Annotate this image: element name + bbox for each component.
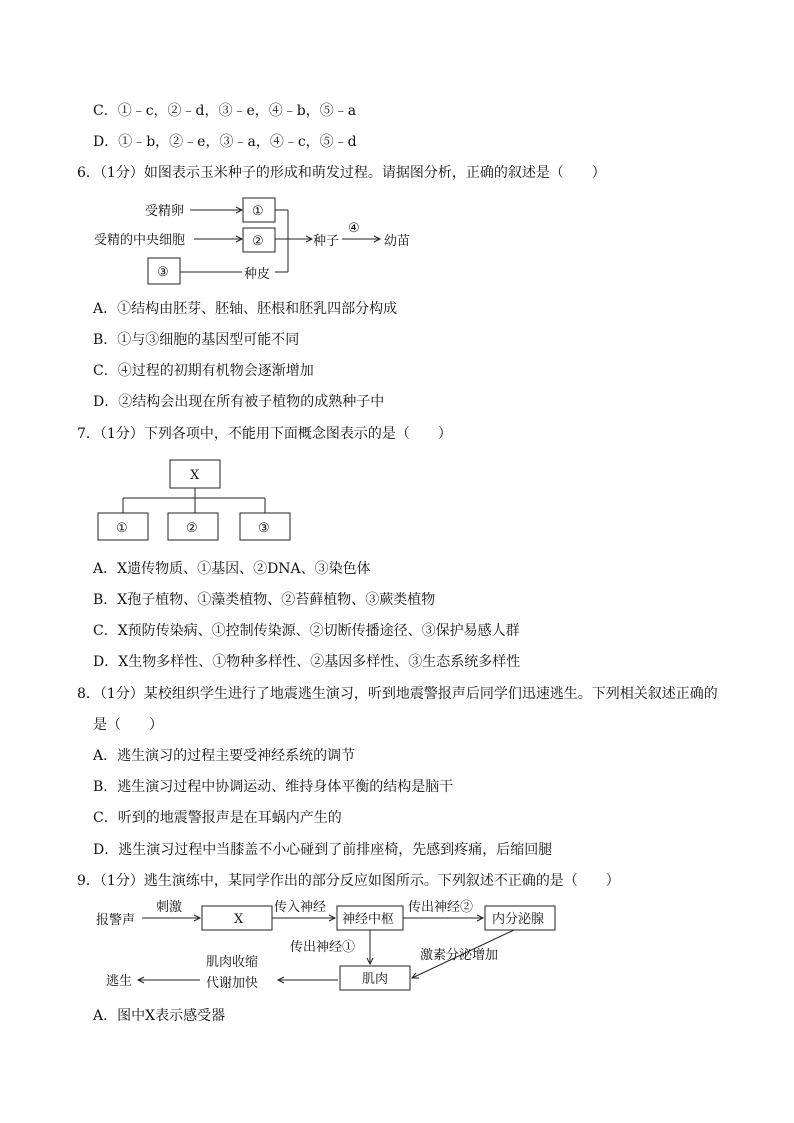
q9-box-x-label: X [234, 912, 244, 927]
q6-box-1-label: ① [252, 204, 264, 219]
q6-fertilized-egg: 受精卵 [145, 204, 185, 219]
q6-box-3-label: ③ [157, 265, 169, 280]
q9-metabolism-label: 代谢加快 [206, 976, 259, 991]
q6-seed-coat: 种皮 [244, 267, 271, 282]
q9-stem: 9．（1分）逃生演练中，某同学作出的部分反应如图所示。下列叙述不正确的是（ ） [77, 873, 620, 889]
q9-alarm-label: 报警声 [96, 913, 136, 928]
q9-escape-label: 逃生 [106, 974, 133, 989]
q7-box-1-label: ① [116, 521, 128, 536]
q9-contract-label: 肌肉收缩 [206, 955, 259, 970]
q7-option-d: D．X生物多样性、①物种多样性、②基因多样性、③生态系统多样性 [93, 654, 521, 670]
q9-hormone-label: 激素分泌增加 [420, 948, 499, 963]
q6-stem: 6．（1分）如图表示玉米种子的形成和萌发过程。请据图分析，正确的叙述是（ ） [77, 165, 606, 181]
q7-box-2-label: ② [186, 521, 198, 536]
q9-box-muscle-label: 肌肉 [362, 972, 389, 987]
q9-efferent2-label: 传出神经② [408, 900, 474, 915]
q9-afferent-label: 传入神经 [274, 900, 327, 915]
q6-box-2-label: ② [252, 234, 264, 249]
q8-option-a: A．逃生演习的过程主要受神经系统的调节 [93, 748, 356, 764]
q7-box-3-label: ③ [258, 521, 270, 536]
q9-stimulus-label: 刺激 [156, 900, 183, 915]
q8-option-d: D．逃生演习过程中当膝盖不小心碰到了前排座椅，先感到疼痛，后缩回腿 [93, 842, 553, 858]
q7-concept-diagram [96, 458, 296, 544]
q9-option-a: A．图中X表示感受器 [93, 1008, 226, 1024]
q6-seed: 种子 [313, 234, 340, 249]
q6-option-c: C．④过程的初期有机物会逐渐增加 [93, 363, 314, 379]
q9-efferent1-label: 传出神经① [290, 940, 356, 955]
q5-option-c: C．①﹣c，②﹣d，③﹣e，④﹣b，⑤﹣a [93, 103, 357, 119]
q6-option-a: A．①结构由胚芽、胚轴、胚根和胚乳四部分构成 [93, 301, 398, 317]
q6-seedling: 幼苗 [384, 234, 411, 249]
q8-option-c: C．听到的地震警报声是在耳蜗内产生的 [93, 810, 342, 826]
q5-option-d: D．①﹣b，②﹣e，③﹣a，④﹣c，⑤﹣d [93, 134, 357, 150]
q7-option-c: C．X预防传染病、①控制传染源、②切断传播途径、③保护易感人群 [93, 623, 520, 639]
q9-box-endocrine-label: 内分泌腺 [492, 912, 545, 927]
q7-option-a: A．X遗传物质、①基因、②DNA、③染色体 [93, 561, 371, 577]
q6-option-b: B．①与③细胞的基因型可能不同 [93, 332, 300, 348]
q8-stem-line1: 8．（1分）某校组织学生进行了地震逃生演习，听到地震警报声后同学们迅速逃生。下列相关叙述正确的 [77, 686, 718, 702]
q9-reflex-diagram [94, 896, 564, 1000]
q8-option-b: B．逃生演习过程中协调运动、维持身体平衡的结构是脑干 [93, 779, 454, 795]
q9-box-center-label: 神经中枢 [342, 912, 395, 927]
q7-stem: 7．（1分）下列各项中，不能用下面概念图表示的是（ ） [77, 426, 452, 442]
q6-step-4: ④ [348, 221, 360, 236]
q8-stem-line2: 是（ ） [93, 717, 163, 733]
q7-option-b: B．X孢子植物、①藻类植物、②苔藓植物、③蕨类植物 [93, 592, 436, 608]
q7-box-x-label: X [190, 468, 200, 483]
q6-option-d: D．②结构会出现在所有被子植物的成熟种子中 [93, 394, 385, 410]
q6-fertilized-central-cell: 受精的中央细胞 [94, 233, 186, 248]
q6-diagram [90, 192, 430, 292]
